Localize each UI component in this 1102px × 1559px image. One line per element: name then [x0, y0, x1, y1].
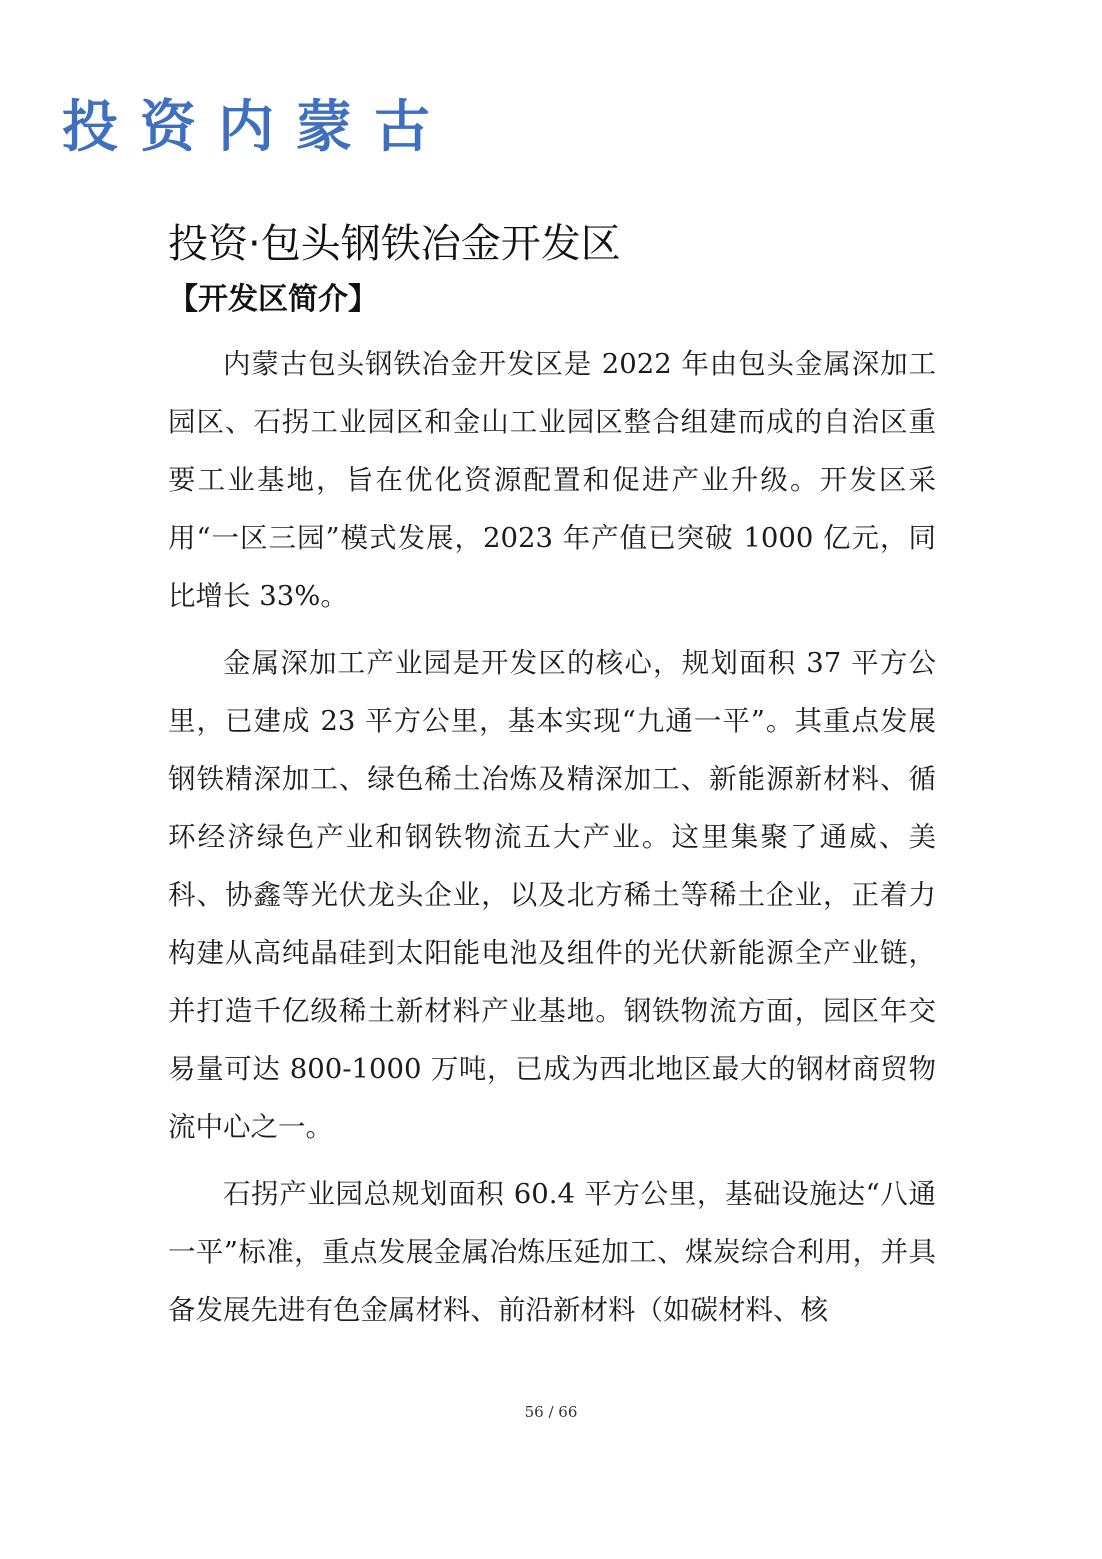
paragraph-metal-park: 金属深加工产业园是开发区的核心，规划面积 37 平方公里，已建成 23 平方公里，基本实现“九通一平”。其重点发展钢铁精深加工、绿色稀土冶炼及精深加工、新能源新材料、循环经济绿色产业和钢铁物流五大产业。这里集聚了通威、美科、协鑫等光伏龙头企业，以及北方稀土等稀土企业，正着力构建从高纯晶硅到太阳能电池及组件的光伏新能源全产业链，并打造千亿级稀土新材料产业基地。钢铁物流方面，园区年交易量可达 800-1000 万吨，已成为西北地区最大的钢材商贸物流中心之一。	[168, 647, 936, 1143]
paragraph-intro: 内蒙古包头钢铁冶金开发区是 2022 年由包头金属深加工园区、石拐工业园区和金山工业园区整合组建而成的自治区重要工业基地，旨在优化资源配置和促进产业升级。开发区采用“一区三园”模式发展，2023 年产值已突破 1000 亿元，同比增长 33%。	[168, 348, 936, 612]
paragraph-shiguai-park: 石拐产业园总规划面积 60.4 平方公里，基础设施达“八通一平”标准，重点发展金属冶炼压延加工、煤炭综合利用，并具备发展先进有色金属材料、前沿新材料（如碳材料、核	[168, 1178, 936, 1326]
page-number: 56 / 66	[524, 1403, 578, 1421]
section-title: 投资·包头钢铁冶金开发区	[168, 221, 621, 267]
body-text	[168, 335, 936, 1348]
subsection-heading: 【开发区简介】	[168, 282, 378, 317]
document-brand-title: 投资内蒙古	[62, 94, 452, 160]
